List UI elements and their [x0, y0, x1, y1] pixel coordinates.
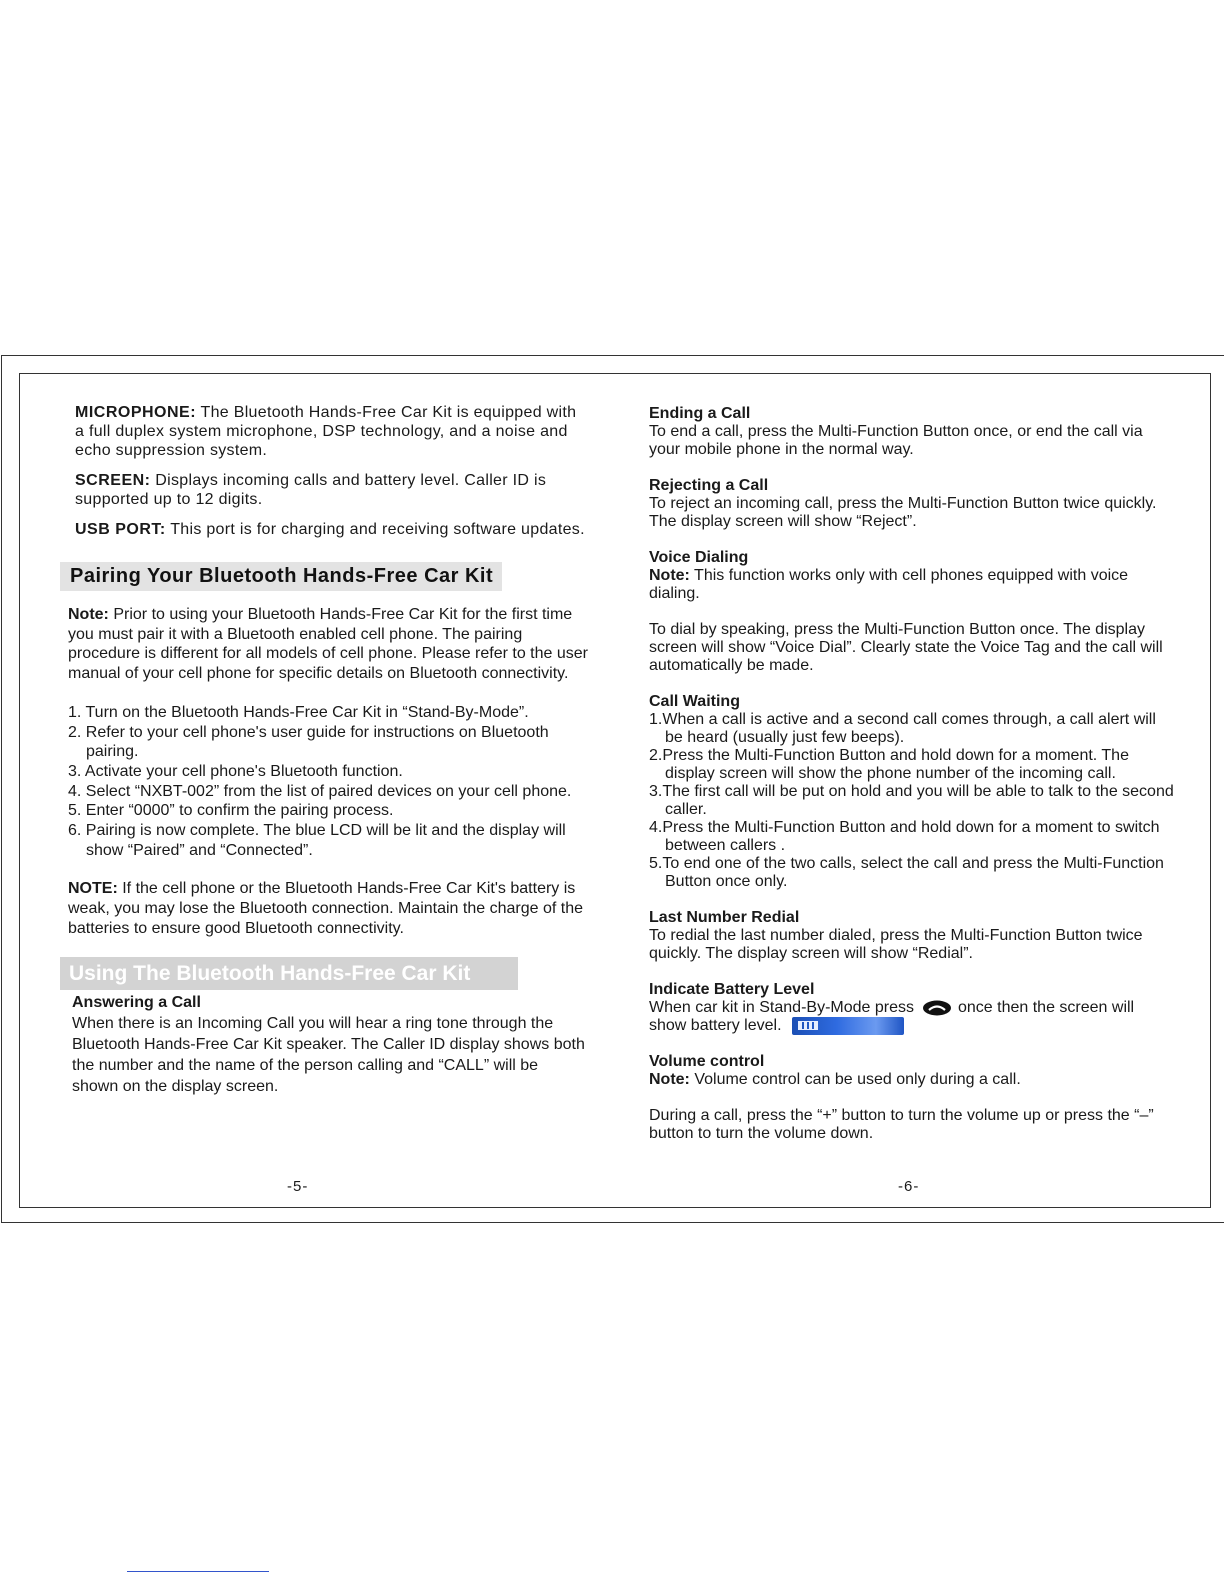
footer-underline	[127, 1571, 269, 1572]
pairing-note: Note: Prior to using your Bluetooth Hands-Free Car Kit for the first time you must pair it with a Bluetooth enabled cell phone. The pairing procedure is different for all models of cell phone. Please refer to the user manual of your cell phone for specific details on Bluetooth connectivity.	[68, 606, 588, 683]
answering-text: When there is an Incoming Call you will hear a ring tone through the Bluetooth Hands-Free Car Kit speaker. The Caller ID display shows both the number and the name of the person calling and “CALL” will be shown on the display screen.	[72, 1014, 585, 1095]
section-battery-level: Indicate Battery Level When car kit in Stand-By-Mode press once then the screen will show battery level.	[649, 981, 1135, 1035]
page-number-right: -6-	[898, 1178, 920, 1195]
list-item: 3.The first call will be put on hold and you will be able to talk to the second caller.	[649, 783, 1174, 818]
battery-weak-note: NOTE: If the cell phone or the Bluetooth Hands-Free Car Kit's battery is weak, you may lose the Bluetooth connection. Maintain the charge of the batteries to ensure good Bluetooth connectivity.	[68, 880, 583, 937]
call-waiting-list	[649, 711, 1174, 891]
list-item: 2. Refer to your cell phone's user guide for instructions on Bluetooth pairing.	[68, 723, 549, 761]
page-number-left: -5-	[287, 1178, 309, 1195]
section-voice-dialing: Voice Dialing Note: This function works only with cell phones equipped with voice dialing. To dial by speaking, press the Multi-Function Button once. The display screen will show “Voice Dial”. Clearly state the Voice Tag and the call will automatically be made.	[649, 549, 1163, 674]
list-item: 5.To end one of the two calls, select the call and press the Multi-Function Button once only.	[649, 855, 1164, 890]
section-call-waiting: Call Waiting 1.When a call is active and a second call comes through, a call alert will be heard (usually just few beeps). 2.Press the Multi-Function Button and hold down for a moment. The display screen will show the phone number of the incoming call. 3.The first call will be put on hold and you will be able to talk to the second caller. 4.Press the Multi-Function Button and hold down for a moment to switch between callers . 5.To end one of the two calls, select the call and press the Multi-Function Button once only.	[649, 693, 1174, 890]
section-last-number-redial: Last Number Redial To redial the last number dialed, press the Multi-Function Button twice quickly. The display screen will show “Redial”.	[649, 909, 1143, 962]
right-page	[649, 405, 1174, 1161]
list-item: 5. Enter “0000” to confirm the pairing process.	[68, 802, 394, 820]
section-volume-control: Volume control Note: Volume control can be used only during a call. During a call, press the “+” button to turn the volume up or press the “–” button to turn the volume down.	[649, 1053, 1154, 1143]
pairing-steps-list	[68, 703, 588, 861]
list-item: 4. Select “NXBT-002” from the list of paired devices on your cell phone.	[68, 782, 572, 800]
pairing-heading: Pairing Your Bluetooth Hands-Free Car Kit	[60, 562, 502, 591]
battery-level-display-icon	[792, 1017, 904, 1035]
list-item: 2.Press the Multi-Function Button and hold down for a moment. The display screen will show the phone number of the incoming call.	[649, 747, 1129, 782]
list-item: 3. Activate your cell phone's Bluetooth function.	[68, 762, 403, 780]
spec-usb-port: USB PORT: This port is for charging and receiving software updates.	[75, 521, 585, 538]
phone-handset-icon	[922, 1000, 952, 1016]
spec-screen: SCREEN: Displays incoming calls and battery level. Caller ID is supported up to 12 digits.	[75, 472, 547, 508]
using-heading: Using The Bluetooth Hands-Free Car Kit	[60, 957, 518, 990]
left-page	[68, 403, 588, 1097]
list-item: 1.When a call is active and a second call comes through, a call alert will be heard (usually just few beeps).	[649, 711, 1156, 746]
answering-heading: Answering a Call	[72, 993, 201, 1011]
section-rejecting-call: Rejecting a Call To reject an incoming call, press the Multi-Function Button twice quickly. The display screen will show “Reject”.	[649, 477, 1157, 530]
list-item: 1. Turn on the Bluetooth Hands-Free Car Kit in “Stand-By-Mode”.	[68, 703, 529, 721]
list-item: 6. Pairing is now complete. The blue LCD will be lit and the display will show “Paired” and “Connected”.	[68, 822, 566, 859]
list-item: 4.Press the Multi-Function Button and hold down for a moment to switch between callers .	[649, 819, 1160, 854]
section-ending-call: Ending a Call To end a call, press the Multi-Function Button once, or end the call via your mobile phone in the normal way.	[649, 405, 1143, 458]
spec-microphone: MICROPHONE: The Bluetooth Hands-Free Car Kit is equipped with a full duplex system microphone, DSP technology, and a noise and echo suppression system.	[75, 404, 577, 459]
